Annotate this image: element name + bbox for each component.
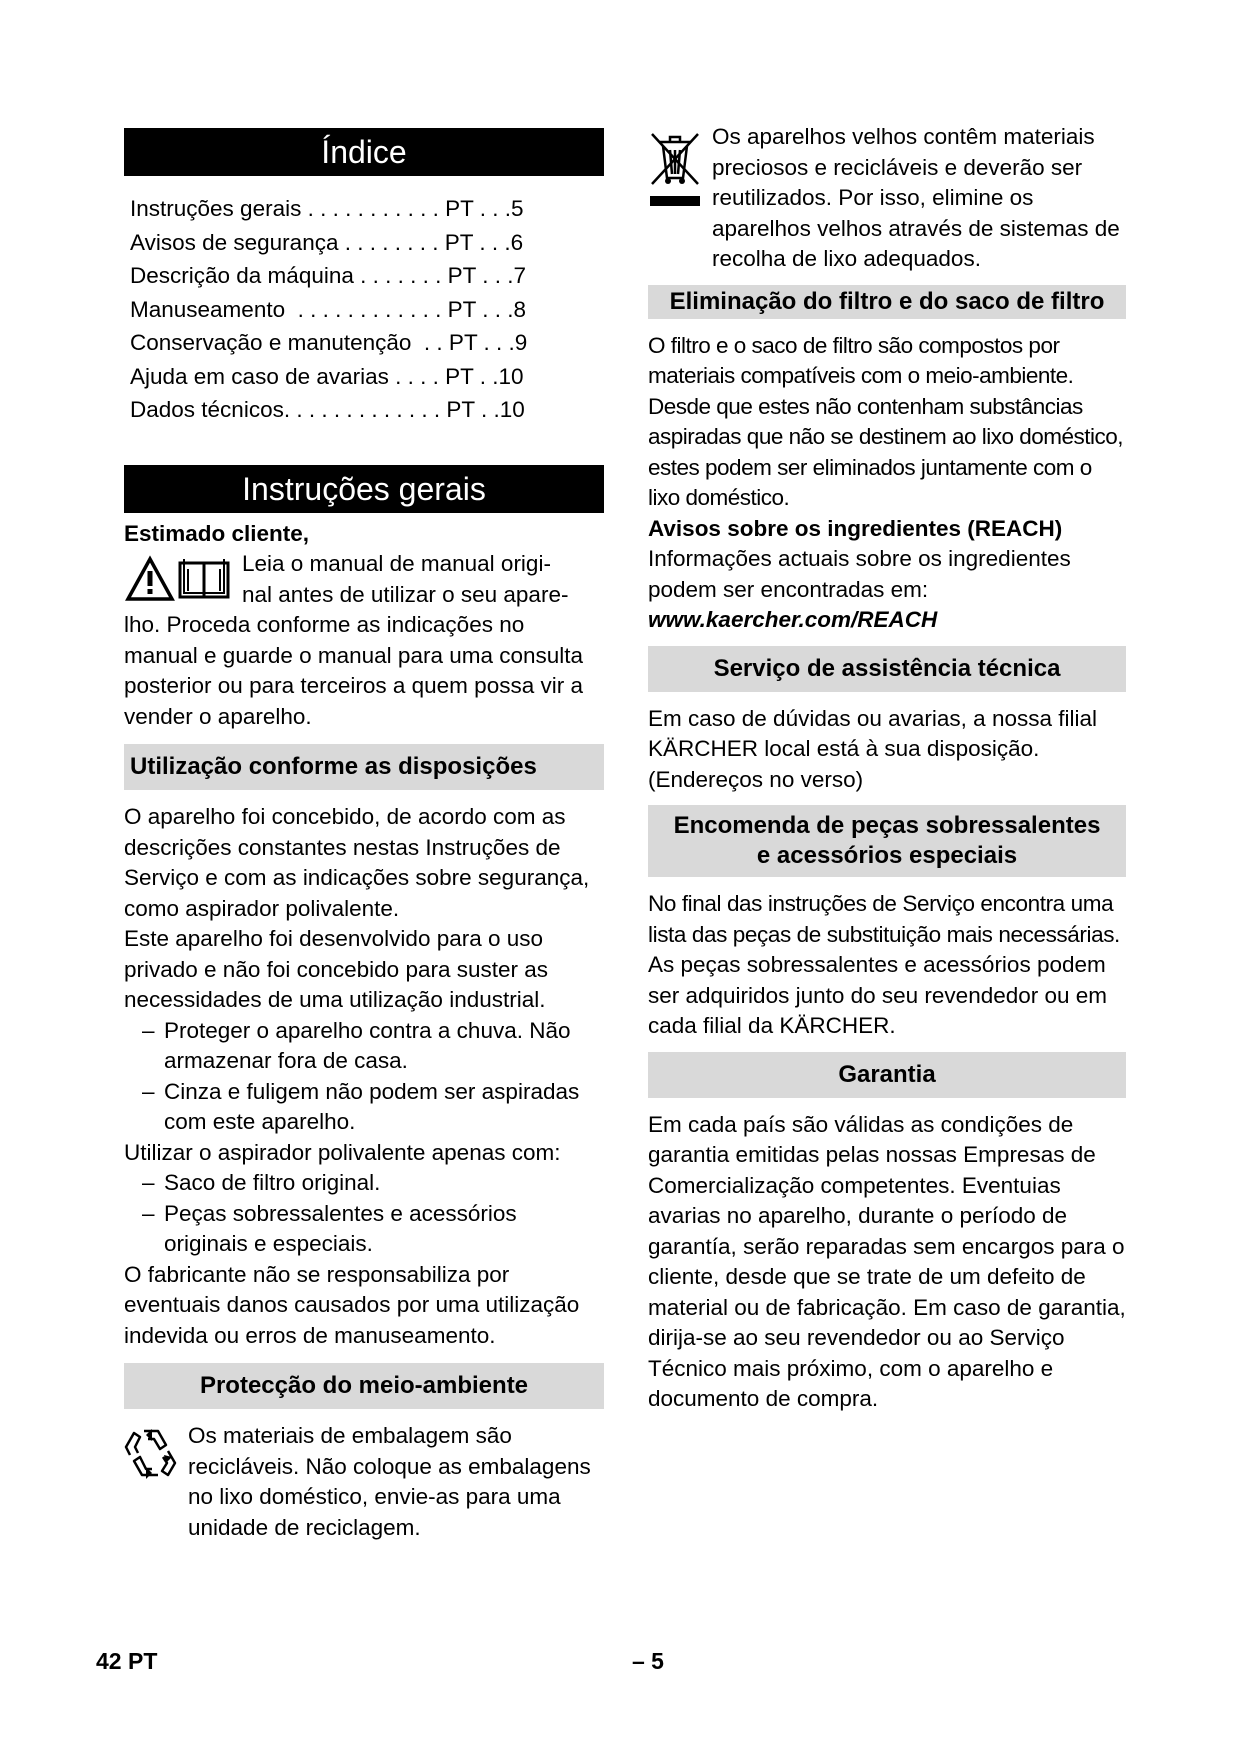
list-item: – Cinza e fuligem não podem ser aspiradas com este aparelho. bbox=[142, 1078, 580, 1134]
toc-row[interactable]: Avisos de segurança . . . . . . . . PT . . .6 bbox=[130, 229, 524, 255]
toc-row[interactable]: Ajuda em caso de avarias . . . . PT . .10 bbox=[130, 363, 524, 389]
list-item: – Saco de filtro original. bbox=[142, 1170, 381, 1195]
page-number: 42 PT bbox=[96, 1648, 158, 1674]
service-paragraph: Em caso de dúvidas ou avarias, a nossa filial KÄRCHER local está à sua disposição. (Endereços no verso) bbox=[648, 705, 1097, 792]
usage-paragraph: O aparelho foi concebido, de acordo com as descrições constantes nestas Instruções de Serviço e com as indicações sobre segurança, como aspirador polivalente. bbox=[124, 804, 590, 921]
recycle-text: Os materiais de embalagem são recicláveis. Não coloque as embalagens no lixo doméstico, envie-as para uma unidade de reciclagem. bbox=[188, 1423, 591, 1540]
reach-heading: Avisos sobre os ingredientes (REACH) bbox=[648, 515, 1063, 541]
section-page: – 5 bbox=[632, 1648, 664, 1674]
warranty-title: Garantia bbox=[648, 1052, 1126, 1098]
toc-row[interactable]: Descrição da máquina . . . . . . . PT . . .7 bbox=[130, 263, 527, 288]
usage-paragraph: Utilizar o aspirador polivalente apenas com: bbox=[124, 1139, 561, 1165]
toc-row[interactable]: Instruções gerais . . . . . . . . . . . PT . . .5 bbox=[130, 196, 524, 221]
usage-paragraph: O fabricante não se responsabiliza por eventuais danos causados por uma utilização indevida ou erros de manuseamento. bbox=[124, 1261, 580, 1348]
greeting: Estimado cliente, bbox=[124, 520, 310, 546]
toc-title: Índice bbox=[124, 128, 604, 176]
toc-row[interactable]: Manuseamento . . . . . . . . . . . . PT . . .8 bbox=[130, 296, 526, 322]
filter-disposal-title: Eliminação do filtro e do saco de filtro bbox=[648, 285, 1126, 319]
service-title: Serviço de assistência técnica bbox=[648, 646, 1126, 692]
recycle-block bbox=[124, 1421, 604, 1543]
right-column bbox=[648, 124, 1126, 1415]
weee-text: Os aparelhos velhos contêm materiais preciosos e recicláveis e deverão ser reutilizados. Por isso, elimine os aparelhos velhos através de sistemas de recolha de lixo adequados. bbox=[712, 124, 1120, 271]
left-column bbox=[124, 128, 604, 1543]
general-title: Instruções gerais bbox=[124, 465, 604, 513]
reach-text: Informações actuais sobre os ingredientes podem ser encontradas em: bbox=[648, 546, 1071, 602]
usage-title: Utilização conforme as disposições bbox=[124, 744, 604, 790]
toc-row[interactable]: Conservação e manutenção . . PT . . .9 bbox=[130, 330, 528, 355]
usage-paragraph: Este aparelho foi desenvolvido para o uso privado e não foi concebido para suster as necessidades de uma utilização industrial. bbox=[124, 926, 549, 1012]
intro-line: Leia o manual de manual origi- bbox=[242, 551, 551, 576]
reach-link[interactable]: www.kaercher.com/REACH bbox=[648, 607, 938, 632]
intro-rest: lho. Proceda conforme as indicações no manual e guarde o manual para uma consulta posterior ou para terceiros a quem possa vir a vender o aparelho. bbox=[124, 612, 584, 729]
intro-line: nal antes de utilizar o seu apare- bbox=[242, 581, 569, 607]
toc-list bbox=[124, 192, 604, 427]
spare-parts-paragraph: As peças sobressalentes e acessórios podem ser adquiridos junto do seu revendedor ou em cada filial da KÄRCHER. bbox=[648, 952, 1108, 1038]
spare-parts-title: Encomenda de peças sobressalentes e acessórios especiais bbox=[648, 805, 1126, 877]
crossed-bin-icon bbox=[648, 128, 702, 217]
spare-parts-paragraph: No final das instruções de Serviço encontra uma lista das peças de substituição mais necessárias. bbox=[648, 891, 1120, 947]
toc-row[interactable]: Dados técnicos. . . . . . . . . . . . . PT . .10 bbox=[130, 397, 525, 422]
list-item: – Proteger o aparelho contra a chuva. Não armazenar fora de casa. bbox=[142, 1017, 571, 1073]
recycle-icon bbox=[124, 1425, 178, 1484]
intro-with-icons bbox=[124, 549, 604, 610]
weee-block bbox=[648, 122, 1126, 275]
list-item: – Peças sobressalentes e acessórios originais e especiais. bbox=[142, 1200, 517, 1256]
warning-manual-icon bbox=[124, 553, 232, 608]
filter-disposal-paragraph: O filtro e o saco de filtro são compostos por materiais compatíveis com o meio-ambiente. Desde que estes não contenham substâncias aspiradas que não se destinem ao lixo doméstico, estes podem ser eliminados juntamente com o lixo doméstico. bbox=[648, 332, 1124, 510]
warranty-paragraph: Em cada país são válidas as condições de garantia emitidas pelas nossas Empresas de Comercialização competentes. Eventuias avarias no aparelho, durante o período de garantía, serão reparadas sem encargos para o cliente, desde que se trate de um defeito de material ou de fabricação. Em caso de garantia, dirija-se ao seu revendedor ou ao Serviço Técnico mais próximo, com o aparelho e documento de compra. bbox=[648, 1111, 1126, 1411]
environment-title: Protecção do meio-ambiente bbox=[124, 1363, 604, 1409]
